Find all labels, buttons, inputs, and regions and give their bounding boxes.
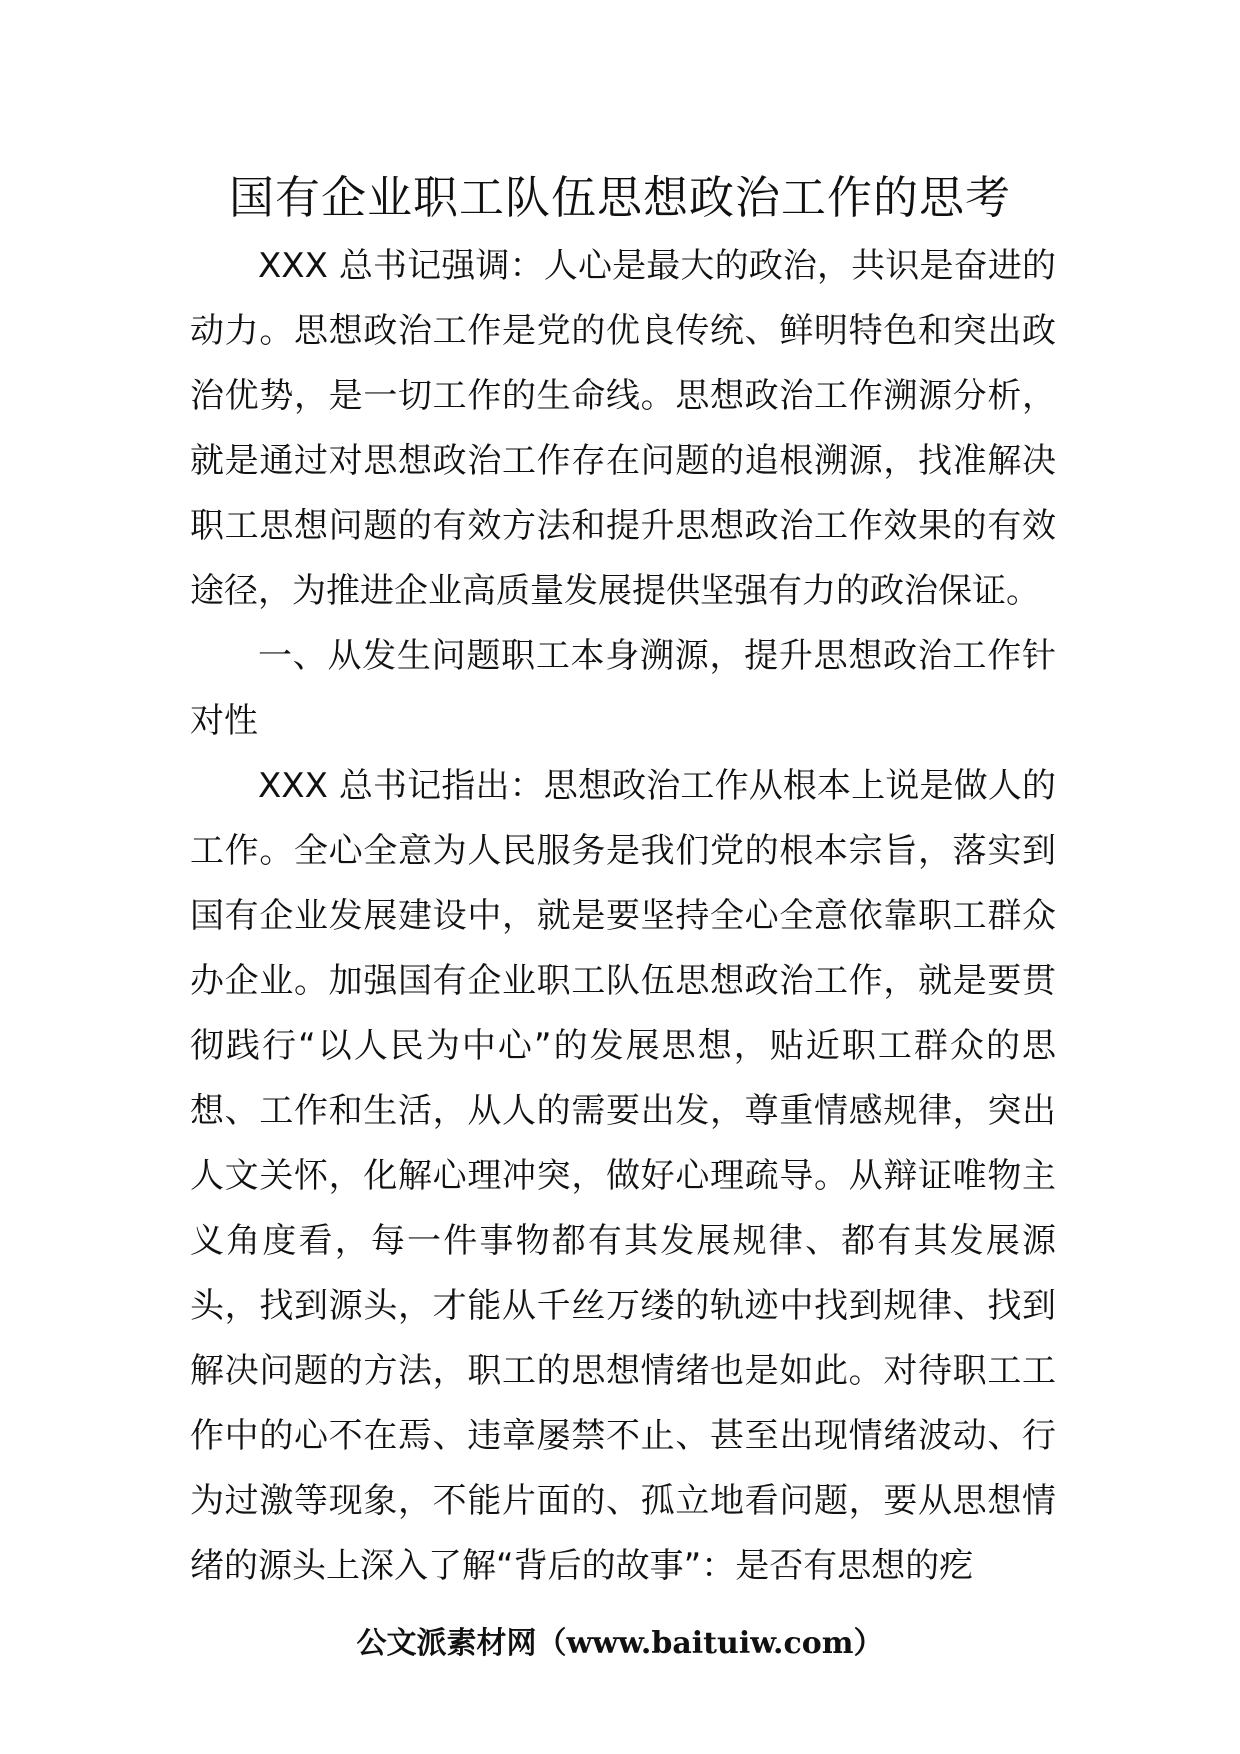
paragraph-section-1: XXX 总书记指出：思想政治工作从根本上说是做人的工作。全心全意为人民服务是我们党的根本宗旨，落实到国有企业发展建设中，就是要坚持全心全意依靠职工群众办企业。加强国有企业职工队伍思想政治工作，就是要贯彻践行“以人民为中心”的发展思想，贴近职工群众的思想、工作和生活，从人的需要出发，尊重情感规律，突出人文关怀，化解心理冲突，做好心理疏导。从辩证唯物主义角度看，每一件事物都有其发展规律、都有其发展源头，找到源头，才能从千丝万缕的轨迹中找到规律、找到解决问题的方法，职工的思想情绪也是如此。对待职工工作中的心不在焉、违章屡禁不止、甚至出现情绪波动、行为过激等现象，不能片面的、孤立地看问题，要从思想情绪的源头上深入了解“背后的故事”：是否有思想的疙 (190, 766, 1056, 1586)
document-title: 国有企业职工队伍思想政治工作的思考 (228, 171, 1011, 224)
footer-watermark: 公文派素材网（www.baituiw.com） (356, 1626, 884, 1661)
section-heading-1: 一、从发生问题职工本身溯源，提升思想政治工作针对性 (190, 636, 1056, 741)
paragraph-intro: XXX 总书记强调：人心是最大的政治，共识是奋进的动力。思想政治工作是党的优良传统、鲜明特色和突出政治优势，是一切工作的生命线。思想政治工作溯源分析，就是通过对思想政治工作存在问题的追根溯源，找准解决职工思想问题的有效方法和提升思想政治工作效果的有效途径，为推进企业高质量发展提供坚强有力的政治保证。 (190, 246, 1056, 611)
document-body (190, 234, 1056, 1599)
